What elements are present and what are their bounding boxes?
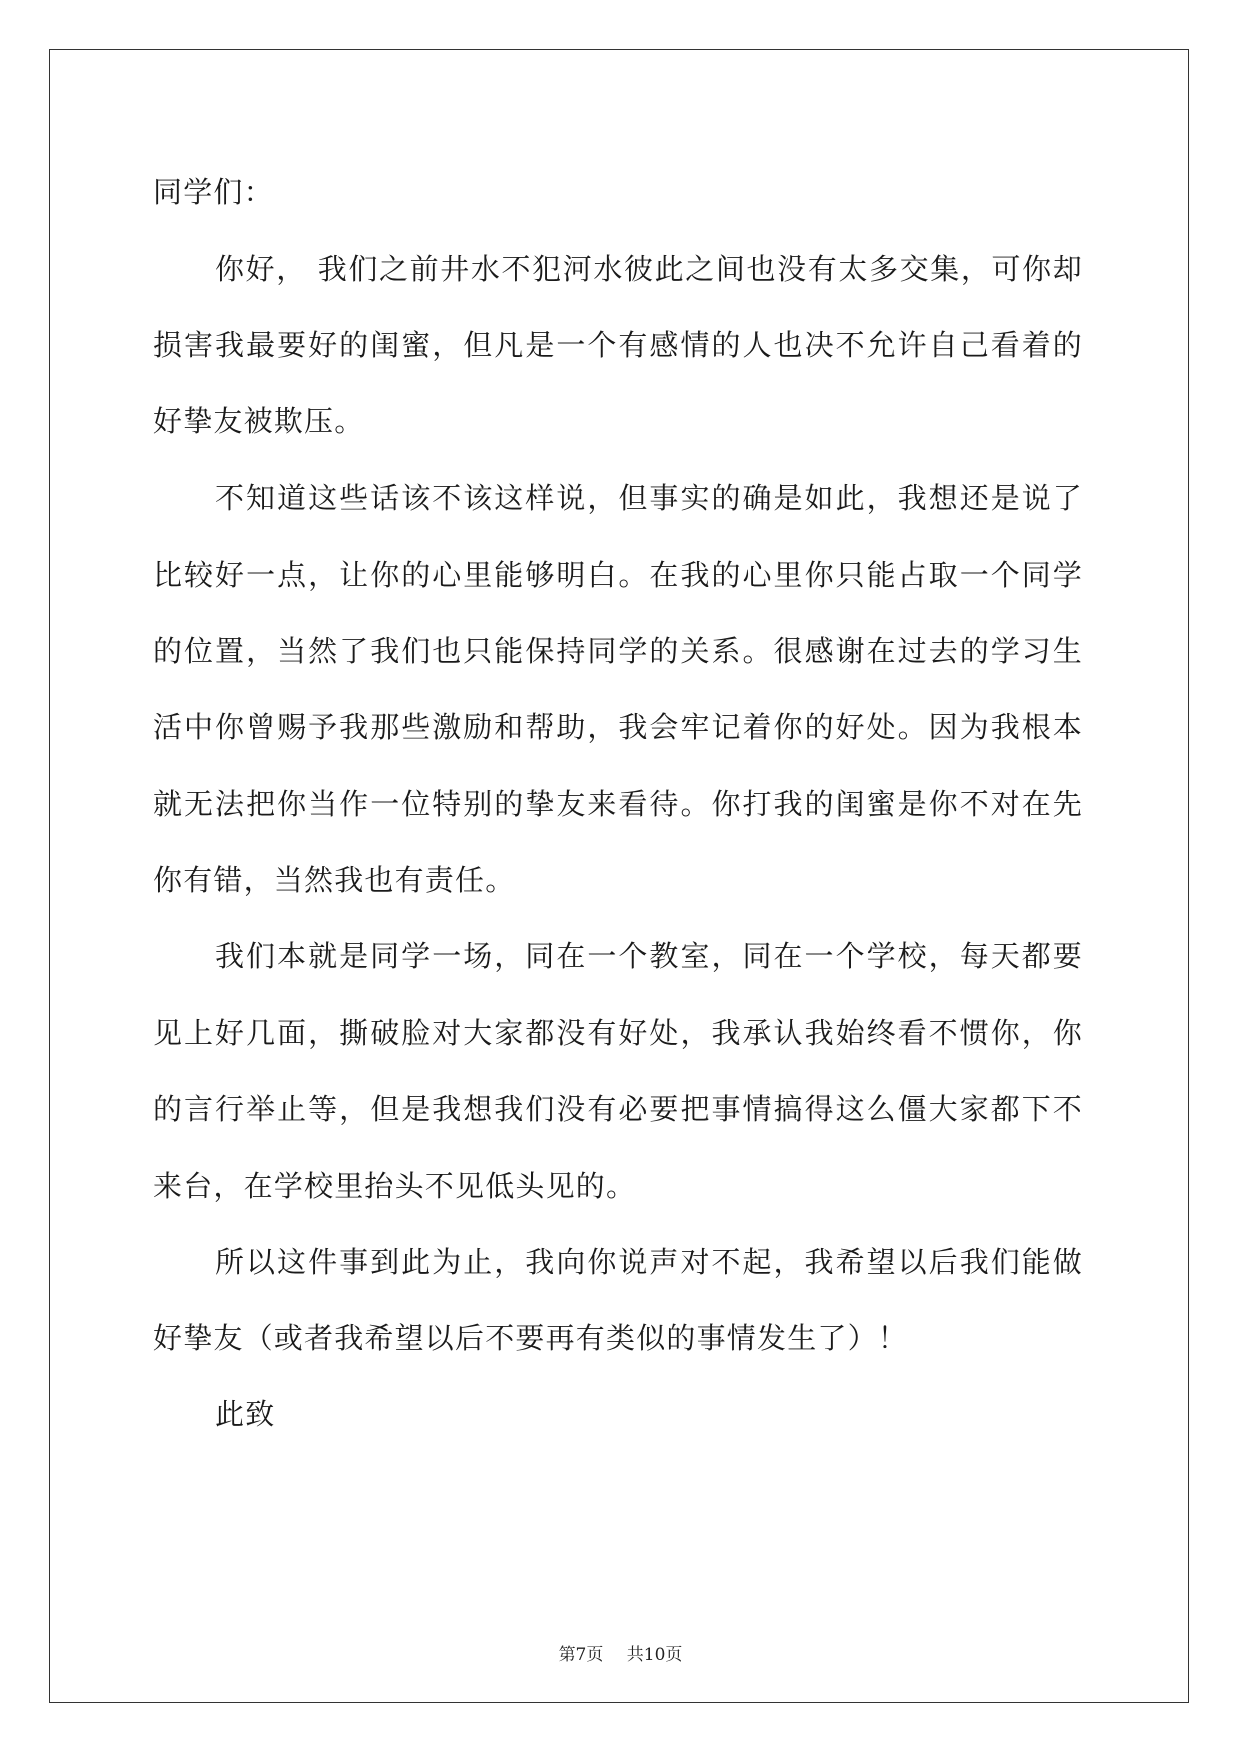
salutation: 同学们： <box>153 175 274 209</box>
paragraph-line: 来台，在学校里抬头不见低头见的。 <box>153 1169 637 1203</box>
paragraph-line: 的言行举止等，但是我想我们没有必要把事情搞得这么僵大家都下不 <box>153 1092 1083 1126</box>
paragraph-line: 你有错，当然我也有责任。 <box>153 863 516 897</box>
paragraph-line: 见上好几面，撕破脸对大家都没有好处，我承认我始终看不惯你，你 <box>153 1016 1083 1050</box>
page-footer <box>0 1640 1241 1665</box>
paragraph-line: 损害我最要好的闺蜜，但凡是一个有感情的人也决不允许自己看着的 <box>153 328 1083 362</box>
paragraph-line: 我们本就是同学一场，同在一个教室，同在一个学校，每天都要 <box>215 939 1083 973</box>
paragraph-line: 就无法把你当作一位特别的挚友来看待。你打我的闺蜜是你不对在先 <box>153 787 1083 821</box>
page-total: 共10页 <box>626 1645 683 1665</box>
paragraph-line: 好挚友被欺压。 <box>153 404 365 438</box>
paragraph-line: 你好， 我们之前井水不犯河水彼此之间也没有太多交集，可你却 <box>215 252 1083 286</box>
closing: 此致 <box>215 1397 276 1431</box>
paragraph-line: 活中你曾赐予我那些激励和帮助，我会牢记着你的好处。因为我根本 <box>153 710 1083 744</box>
paragraph-line: 比较好一点，让你的心里能够明白。在我的心里你只能占取一个同学 <box>153 558 1083 592</box>
page-number: 第7页 <box>558 1645 604 1665</box>
paragraph-line: 好挚友（或者我希望以后不要再有类似的事情发生了）！ <box>153 1321 909 1355</box>
paragraph-line: 不知道这些话该不该这样说，但事实的确是如此，我想还是说了 <box>215 481 1083 515</box>
paragraph-line: 的位置，当然了我们也只能保持同学的关系。很感谢在过去的学习生 <box>153 634 1083 668</box>
paragraph-line: 所以这件事到此为止，我向你说声对不起，我希望以后我们能做 <box>215 1245 1083 1279</box>
